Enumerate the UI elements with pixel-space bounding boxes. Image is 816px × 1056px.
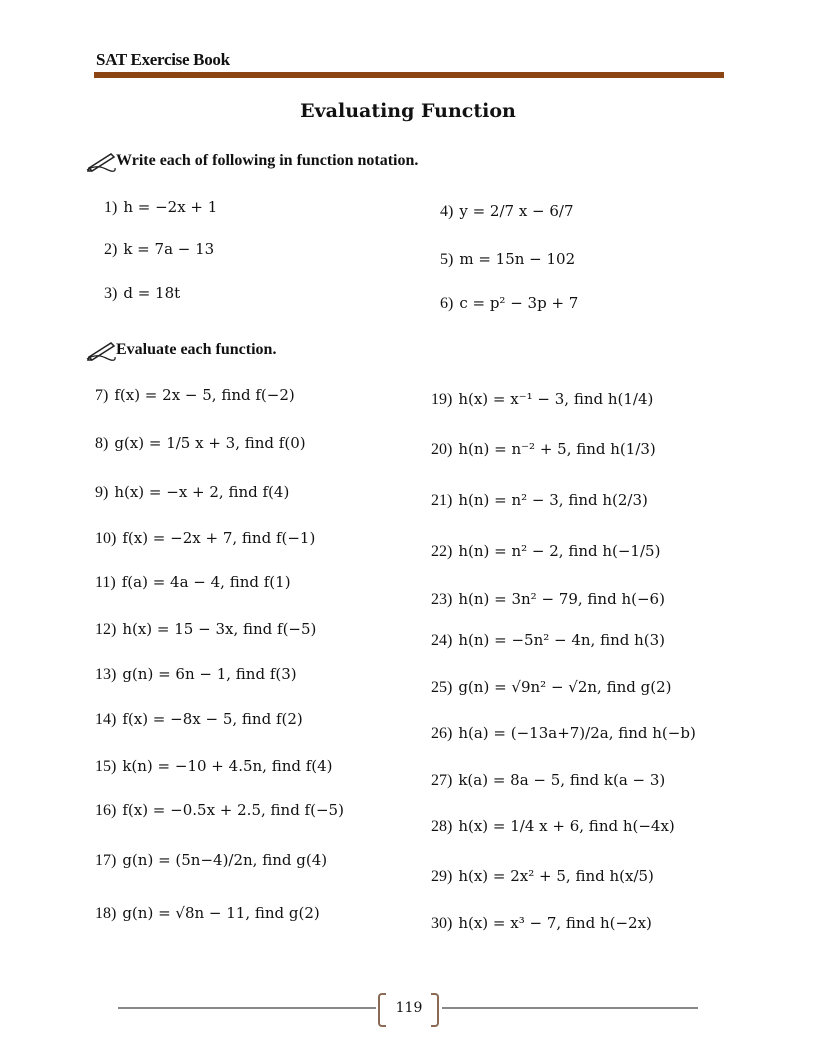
problem-number: 6) — [440, 295, 454, 312]
problem-item — [95, 620, 316, 639]
problem-number: 23) — [431, 591, 453, 608]
problem-number: 7) — [95, 387, 109, 404]
problem-number: 25) — [431, 679, 453, 696]
problem-number: 12) — [95, 621, 117, 638]
problem-item — [104, 240, 214, 259]
problem-expression: g(n) = (5n−4)/2n, find g(4) — [122, 851, 328, 869]
page-number: 119 — [395, 1000, 423, 1016]
pencil-writing-icon — [86, 339, 116, 361]
problem-number: 27) — [431, 772, 453, 789]
book-title: SAT Exercise Book — [96, 50, 230, 69]
problem-number: 17) — [95, 852, 117, 869]
problem-number: 30) — [431, 915, 453, 932]
problem-expression: h(x) = 1/4 x + 6, find h(−4x) — [458, 817, 675, 835]
problem-expression: h(n) = 3n² − 79, find h(−6) — [458, 590, 665, 608]
problem-number: 19) — [431, 391, 453, 408]
problem-expression: h(n) = n² − 2, find h(−1/5) — [458, 542, 661, 560]
problem-item — [95, 573, 291, 592]
problem-expression: m = 15n − 102 — [459, 250, 576, 268]
problem-number: 16) — [95, 802, 117, 819]
problem-number: 21) — [431, 492, 453, 509]
problem-item — [431, 491, 648, 510]
problem-item — [431, 390, 653, 409]
problem-number: 8) — [95, 435, 109, 452]
problem-item — [431, 771, 665, 790]
problem-item — [95, 386, 295, 405]
problem-item — [104, 198, 217, 217]
problem-number: 24) — [431, 632, 453, 649]
problem-number: 22) — [431, 543, 453, 560]
problem-expression: f(x) = 2x − 5, find f(−2) — [114, 386, 295, 404]
problem-item — [431, 440, 656, 459]
problem-number: 13) — [95, 666, 117, 683]
problem-expression: h(n) = n² − 3, find h(2/3) — [458, 491, 648, 509]
problem-expression: h(a) = (−13a+7)/2a, find h(−b) — [458, 724, 696, 742]
problem-number: 14) — [95, 711, 117, 728]
problem-expression: d = 18t — [123, 284, 181, 302]
problem-item — [95, 801, 344, 820]
problem-expression: h(x) = x³ − 7, find h(−2x) — [458, 914, 652, 932]
pencil-writing-icon — [86, 150, 116, 172]
problem-number: 1) — [104, 199, 118, 216]
problem-expression: h(x) = 15 − 3x, find f(−5) — [122, 620, 317, 638]
section-heading-text: Evaluate each function. — [116, 341, 277, 358]
problem-item — [431, 631, 665, 650]
problem-number: 18) — [95, 905, 117, 922]
footer-rule-left — [118, 1007, 376, 1009]
problem-item — [95, 665, 297, 684]
problem-item — [431, 590, 665, 609]
problem-expression: h(x) = x⁻¹ − 3, find h(1/4) — [458, 390, 654, 408]
problem-item — [95, 529, 315, 548]
problem-item — [104, 284, 180, 303]
problem-expression: f(x) = −0.5x + 2.5, find f(−5) — [122, 801, 344, 819]
problem-number: 4) — [440, 203, 454, 220]
problem-item — [95, 434, 306, 453]
problem-item — [95, 904, 320, 923]
problem-item — [431, 542, 660, 561]
problem-item — [95, 851, 327, 870]
problem-number: 26) — [431, 725, 453, 742]
problem-expression: f(a) = 4a − 4, find f(1) — [121, 573, 291, 591]
problem-expression: h(n) = −5n² − 4n, find h(3) — [458, 631, 666, 649]
problem-expression: y = 2/7 x − 6/7 — [459, 202, 574, 220]
problem-number: 29) — [431, 868, 453, 885]
problem-item — [440, 202, 574, 221]
problem-expression: k = 7a − 13 — [123, 240, 215, 258]
problem-expression: f(x) = −2x + 7, find f(−1) — [122, 529, 316, 547]
problem-item — [95, 710, 303, 729]
section-heading-evaluate — [86, 339, 276, 361]
problem-expression: g(x) = 1/5 x + 3, find f(0) — [114, 434, 306, 452]
footer-rule-right — [442, 1007, 698, 1009]
problem-number: 5) — [440, 251, 454, 268]
problem-expression: k(a) = 8a − 5, find k(a − 3) — [458, 771, 666, 789]
problem-expression: h(n) = n⁻² + 5, find h(1/3) — [458, 440, 656, 458]
problem-expression: h = −2x + 1 — [123, 198, 218, 216]
problem-number: 3) — [104, 285, 118, 302]
section-heading-text: Write each of following in function notation. — [116, 152, 419, 169]
problem-number: 11) — [95, 574, 116, 591]
problem-number: 10) — [95, 530, 117, 547]
problem-expression: g(n) = √9n² − √2n, find g(2) — [458, 678, 672, 696]
problem-number: 9) — [95, 484, 109, 501]
problem-number: 20) — [431, 441, 453, 458]
problem-item — [431, 724, 696, 743]
problem-expression: h(x) = 2x² + 5, find h(x/5) — [458, 867, 654, 885]
problem-item — [431, 867, 654, 886]
problem-item — [440, 294, 578, 313]
problem-number: 28) — [431, 818, 453, 835]
header-rule — [94, 72, 724, 78]
problem-expression: h(x) = −x + 2, find f(4) — [114, 483, 290, 501]
problem-expression: k(n) = −10 + 4.5n, find f(4) — [122, 757, 333, 775]
problem-item — [431, 678, 671, 697]
problem-expression: c = p² − 3p + 7 — [459, 294, 579, 312]
problem-item — [95, 757, 333, 776]
problem-item — [440, 250, 575, 269]
problem-item — [431, 817, 675, 836]
problem-expression: g(n) = √8n − 11, find g(2) — [122, 904, 320, 922]
section-heading-notation — [86, 150, 418, 172]
problem-expression: g(n) = 6n − 1, find f(3) — [122, 665, 297, 683]
problem-item — [95, 483, 289, 502]
problem-number: 15) — [95, 758, 117, 775]
problem-expression: f(x) = −8x − 5, find f(2) — [122, 710, 303, 728]
problem-item — [431, 914, 652, 933]
page-title: Evaluating Function — [300, 100, 516, 122]
problem-number: 2) — [104, 241, 118, 258]
